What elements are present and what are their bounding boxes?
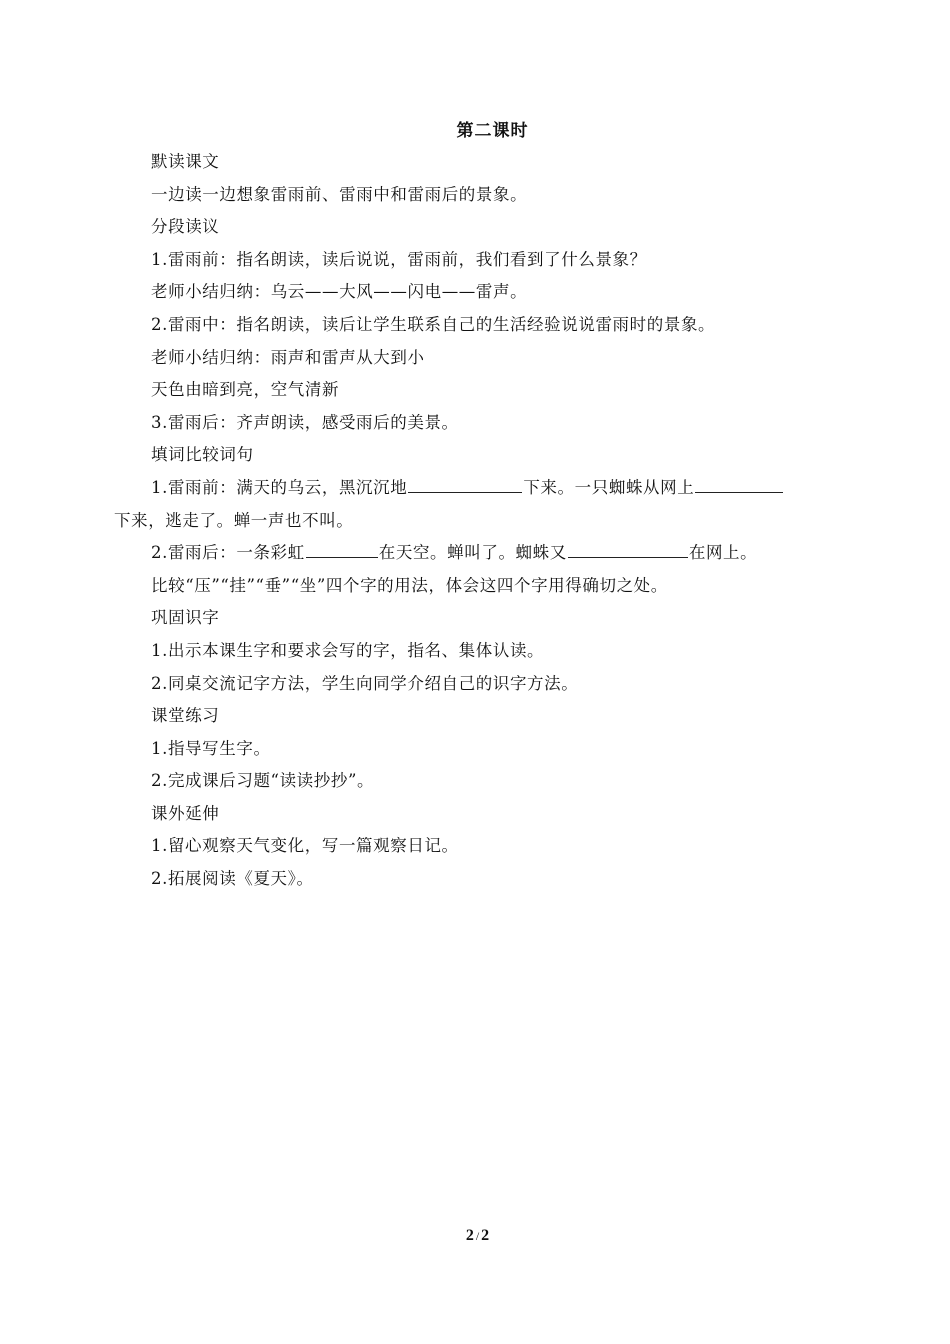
fill-blank-line — [306, 543, 378, 558]
page-separator: / — [475, 1229, 480, 1243]
fill-text: 1.雷雨前：满天的乌云，黑沉沉地 — [151, 477, 408, 497]
lesson-title: 第二课时 — [456, 121, 529, 141]
fill-blank-sentence-2 — [114, 537, 844, 570]
fill-blank-line — [568, 543, 688, 558]
section-heading: 分段读议 — [151, 217, 220, 237]
section-heading: 课堂练习 — [151, 706, 220, 726]
fill-text: 2.雷雨后：一条彩虹 — [151, 543, 305, 563]
fill-blank-line — [408, 478, 522, 493]
paragraph-line: 老师小结归纳：乌云——大风——闪电——雷声。 — [151, 282, 528, 302]
paragraph-line: 2.同桌交流记字方法，学生向同学介绍自己的识字方法。 — [151, 673, 579, 693]
current-page: 2 — [465, 1227, 474, 1244]
paragraph-line: 1.雷雨前：指名朗读，读后说说，雷雨前，我们看到了什么景象？ — [151, 249, 647, 269]
fill-text: 下来。一只蜘蛛从网上 — [523, 477, 695, 497]
paragraph-line: 2.拓展阅读《夏天》。 — [151, 869, 314, 889]
paragraph-line: 2.完成课后习题“读读抄抄”。 — [151, 771, 375, 791]
fill-blank-sentence-1-continuation: 下来，逃走了。蝉一声也不叫。 — [114, 510, 354, 530]
paragraph-line: 1.指导写生字。 — [151, 738, 271, 758]
paragraph-line: 1.出示本课生字和要求会写的字，指名、集体认读。 — [151, 640, 545, 660]
section-heading: 默读课文 — [151, 152, 220, 171]
paragraph-line: 天色由暗到亮，空气清新 — [151, 380, 340, 400]
page-number — [0, 1227, 950, 1245]
paragraph-line: 一边读一边想象雷雨前、雷雨中和雷雨后的景象。 — [151, 184, 528, 204]
section-heading: 巩固识字 — [151, 608, 220, 628]
total-pages: 2 — [481, 1227, 490, 1244]
paragraph-line: 老师小结归纳：雨声和雷声从大到小 — [151, 347, 425, 367]
fill-text: 在天空。蝉叫了。蜘蛛又 — [378, 543, 567, 563]
section-heading: 课外延伸 — [151, 803, 220, 823]
fill-blank-line — [695, 478, 783, 493]
paragraph-line: 比较“压”“挂”“垂”“坐”四个字的用法，体会这四个字用得确切之处。 — [151, 575, 668, 595]
fill-blank-sentence-1 — [114, 472, 844, 505]
section-heading: 填词比较词句 — [151, 445, 254, 465]
fill-text: 在网上。 — [688, 543, 758, 563]
lesson-body — [114, 146, 844, 896]
paragraph-line: 3.雷雨后：齐声朗读，感受雨后的美景。 — [151, 412, 459, 432]
paragraph-line: 1.留心观察天气变化，写一篇观察日记。 — [151, 836, 459, 856]
paragraph-line: 2.雷雨中：指名朗读，读后让学生联系自己的生活经验说说雷雨时的景象。 — [151, 314, 716, 334]
